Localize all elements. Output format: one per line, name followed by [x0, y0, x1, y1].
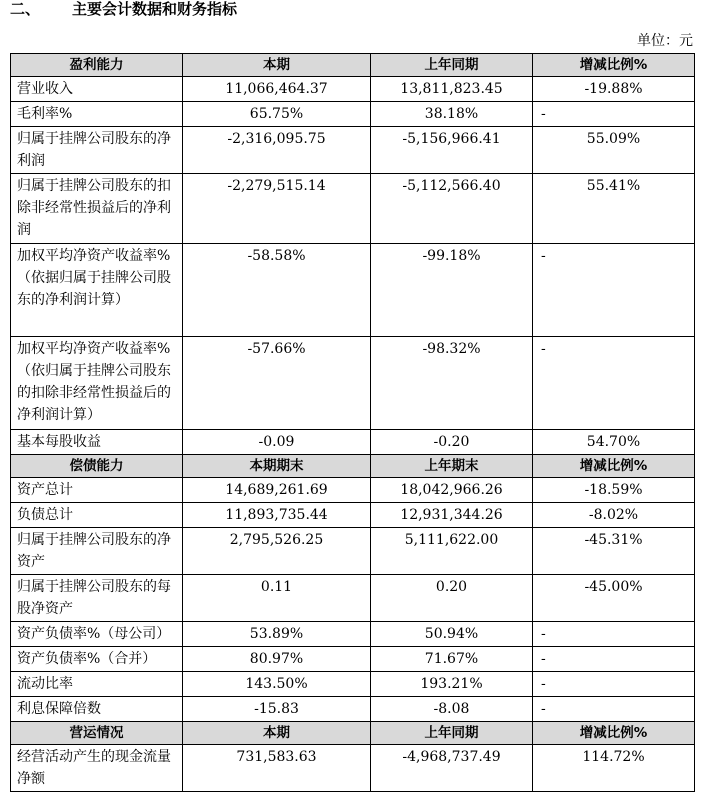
row-label: 资产总计	[11, 478, 183, 503]
table-row	[11, 745, 695, 792]
change-percent: -	[533, 647, 695, 672]
row-label: 负债总计	[11, 503, 183, 528]
section-header-row	[11, 54, 695, 77]
table-row	[11, 528, 695, 575]
header-cell: 增减比例%	[533, 54, 695, 77]
previous-value: 0.20	[371, 575, 533, 622]
header-cell: 营运情况	[11, 722, 183, 745]
row-label: 流动比率	[11, 672, 183, 697]
previous-value: 50.94%	[371, 622, 533, 647]
current-value: 53.89%	[183, 622, 371, 647]
row-label: 基本每股收益	[11, 430, 183, 455]
row-label: 归属于挂牌公司股东的每股净资产	[11, 575, 183, 622]
header-cell: 本期	[183, 722, 371, 745]
previous-value: 5,111,622.00	[371, 528, 533, 575]
table-row	[11, 575, 695, 622]
current-value: 80.97%	[183, 647, 371, 672]
change-percent: -19.88%	[533, 77, 695, 102]
previous-value: -0.20	[371, 430, 533, 455]
row-label: 资产负债率%（母公司）	[11, 622, 183, 647]
change-percent: 55.09%	[533, 127, 695, 174]
table-row	[11, 337, 695, 430]
section-header-row	[11, 722, 695, 745]
row-label: 归属于挂牌公司股东的净资产	[11, 528, 183, 575]
row-label: 资产负债率%（合并）	[11, 647, 183, 672]
current-value: 143.50%	[183, 672, 371, 697]
header-cell: 本期期末	[183, 455, 371, 478]
header-cell: 上年同期	[371, 722, 533, 745]
current-value: -15.83	[183, 697, 371, 722]
table-row	[11, 622, 695, 647]
previous-value: 193.21%	[371, 672, 533, 697]
header-cell: 增减比例%	[533, 455, 695, 478]
table-row	[11, 127, 695, 174]
previous-value: 38.18%	[371, 102, 533, 127]
current-value: -58.58%	[183, 244, 371, 337]
financial-indicators-table	[10, 53, 695, 792]
current-value: -0.09	[183, 430, 371, 455]
section-number: 二、	[10, 0, 41, 18]
previous-value: 18,042,966.26	[371, 478, 533, 503]
change-percent: 55.41%	[533, 174, 695, 244]
current-value: -57.66%	[183, 337, 371, 430]
current-value: 11,893,735.44	[183, 503, 371, 528]
row-label: 归属于挂牌公司股东的净利润	[11, 127, 183, 174]
unit-label: 单位：元	[637, 33, 693, 49]
table-row	[11, 430, 695, 455]
previous-value: -99.18%	[371, 244, 533, 337]
header-cell: 盈利能力	[11, 54, 183, 77]
row-label: 营业收入	[11, 77, 183, 102]
previous-value: 12,931,344.26	[371, 503, 533, 528]
current-value: 731,583.63	[183, 745, 371, 792]
change-percent: -	[533, 102, 695, 127]
change-percent: -8.02%	[533, 503, 695, 528]
change-percent: 114.72%	[533, 745, 695, 792]
table-row	[11, 102, 695, 127]
table-row	[11, 697, 695, 722]
section-title: 主要会计数据和财务指标	[72, 0, 238, 18]
row-label: 归属于挂牌公司股东的扣除非经常性损益后的净利润	[11, 174, 183, 244]
previous-value: -8.08	[371, 697, 533, 722]
table-row	[11, 174, 695, 244]
row-label: 加权平均净资产收益率%（依归属于挂牌公司股东的扣除非经常性损益后的净利润计算）	[11, 337, 183, 430]
previous-value: -5,112,566.40	[371, 174, 533, 244]
section-header-row	[11, 455, 695, 478]
change-percent: -45.00%	[533, 575, 695, 622]
current-value: -2,316,095.75	[183, 127, 371, 174]
table-row	[11, 77, 695, 102]
section-heading	[10, 0, 237, 22]
change-percent: -18.59%	[533, 478, 695, 503]
table-row	[11, 672, 695, 697]
current-value: 0.11	[183, 575, 371, 622]
current-value: -2,279,515.14	[183, 174, 371, 244]
current-value: 11,066,464.37	[183, 77, 371, 102]
change-percent: -	[533, 672, 695, 697]
row-label: 经营活动产生的现金流量净额	[11, 745, 183, 792]
current-value: 2,795,526.25	[183, 528, 371, 575]
table-row	[11, 647, 695, 672]
previous-value: -5,156,966.41	[371, 127, 533, 174]
previous-value: -4,968,737.49	[371, 745, 533, 792]
change-percent: -	[533, 622, 695, 647]
change-percent: -45.31%	[533, 528, 695, 575]
header-cell: 偿债能力	[11, 455, 183, 478]
table-row	[11, 244, 695, 337]
row-label: 毛利率%	[11, 102, 183, 127]
change-percent: 54.70%	[533, 430, 695, 455]
change-percent: -	[533, 697, 695, 722]
row-label: 利息保障倍数	[11, 697, 183, 722]
change-percent: -	[533, 337, 695, 430]
header-cell: 增减比例%	[533, 722, 695, 745]
table-row	[11, 478, 695, 503]
header-cell: 上年期末	[371, 455, 533, 478]
change-percent: -	[533, 244, 695, 337]
previous-value: 13,811,823.45	[371, 77, 533, 102]
current-value: 65.75%	[183, 102, 371, 127]
header-cell: 本期	[183, 54, 371, 77]
row-label: 加权平均净资产收益率%（依据归属于挂牌公司股东的净利润计算）	[11, 244, 183, 337]
header-cell: 上年同期	[371, 54, 533, 77]
previous-value: 71.67%	[371, 647, 533, 672]
current-value: 14,689,261.69	[183, 478, 371, 503]
table-row	[11, 503, 695, 528]
previous-value: -98.32%	[371, 337, 533, 430]
